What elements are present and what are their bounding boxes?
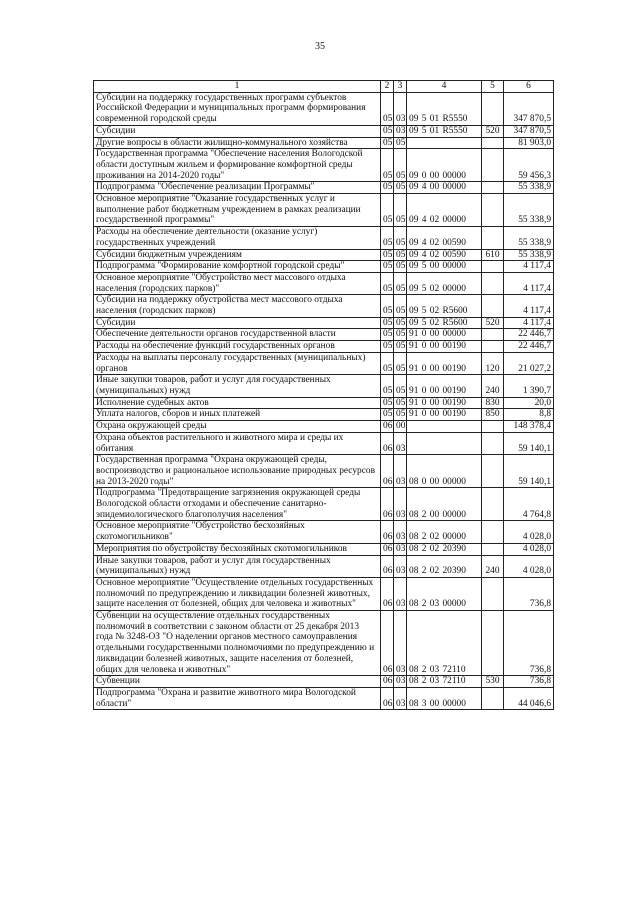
row-target-article-cell (407, 137, 482, 149)
row-amount-cell: 4 028,0 (504, 555, 554, 577)
row-expense-type-cell (482, 149, 504, 182)
row-subsection-cell: 03 (394, 577, 407, 610)
row-expense-type-cell: 610 (482, 249, 504, 261)
row-amount-cell: 347 870,5 (504, 92, 554, 125)
row-target-article-cell: 09 4 02 00000 (407, 194, 482, 227)
row-amount-cell: 4 117,4 (504, 295, 554, 317)
row-expense-type-cell (482, 455, 504, 488)
row-section-cell: 05 (381, 329, 394, 341)
row-section-cell: 06 (381, 421, 394, 433)
row-name-cell: Подпрограмма "Охрана и развитие животного мира Вологодской области" (94, 687, 381, 709)
table-row (94, 521, 554, 543)
row-target-article-cell: 09 4 02 00590 (407, 249, 482, 261)
row-target-article-cell: 08 3 00 00000 (407, 687, 482, 709)
header-col-3: 3 (394, 81, 407, 93)
row-subsection-cell: 03 (394, 92, 407, 125)
table-row (94, 421, 554, 433)
row-amount-cell: 8,8 (504, 409, 554, 421)
row-target-article-cell: 91 0 00 00190 (407, 409, 482, 421)
row-target-article-cell: 08 2 03 72110 (407, 676, 482, 688)
row-subsection-cell: 05 (394, 272, 407, 294)
row-expense-type-cell (482, 137, 504, 149)
row-subsection-cell: 05 (394, 295, 407, 317)
row-expense-type-cell (482, 92, 504, 125)
row-expense-type-cell: 520 (482, 317, 504, 329)
row-expense-type-cell: 830 (482, 397, 504, 409)
table-row (94, 676, 554, 688)
table-row (94, 317, 554, 329)
row-section-cell: 05 (381, 375, 394, 397)
row-amount-cell: 1 390,7 (504, 375, 554, 397)
row-target-article-cell (407, 432, 482, 454)
row-subsection-cell: 05 (394, 227, 407, 249)
table-row (94, 555, 554, 577)
row-name-cell: Основное мероприятие "Осуществление отдельных государственных полномочий по предупреждению и ликвидации болезней животных, защите населения от болезней, общих для человека и животных" (94, 577, 381, 610)
row-section-cell: 05 (381, 92, 394, 125)
row-subsection-cell: 03 (394, 676, 407, 688)
row-expense-type-cell (482, 611, 504, 676)
row-name-cell: Охрана окружающей среды (94, 421, 381, 433)
row-target-article-cell: 09 5 02 00000 (407, 272, 482, 294)
row-name-cell: Основное мероприятие "Оказание государственных услуг и выполнение работ бюджетным учреждением в рамках реализации государственной программы" (94, 194, 381, 227)
row-section-cell: 05 (381, 341, 394, 353)
row-name-cell: Другие вопросы в области жилищно-коммунального хозяйства (94, 137, 381, 149)
row-expense-type-cell: 850 (482, 409, 504, 421)
row-section-cell: 05 (381, 227, 394, 249)
table-row (94, 182, 554, 194)
row-amount-cell: 20,0 (504, 397, 554, 409)
table-row (94, 125, 554, 137)
row-subsection-cell: 03 (394, 687, 407, 709)
row-subsection-cell: 05 (394, 261, 407, 273)
row-amount-cell: 736,8 (504, 676, 554, 688)
table-row (94, 455, 554, 488)
row-target-article-cell: 91 0 00 00190 (407, 375, 482, 397)
row-subsection-cell: 05 (394, 375, 407, 397)
row-amount-cell: 736,8 (504, 577, 554, 610)
row-target-article-cell: 91 0 00 00190 (407, 341, 482, 353)
row-target-article-cell: 08 2 02 20390 (407, 543, 482, 555)
row-section-cell: 06 (381, 676, 394, 688)
row-section-cell: 05 (381, 272, 394, 294)
row-expense-type-cell (482, 341, 504, 353)
table-row (94, 194, 554, 227)
row-amount-cell: 4 028,0 (504, 543, 554, 555)
row-amount-cell: 59 456,3 (504, 149, 554, 182)
budget-table (93, 80, 554, 710)
row-amount-cell: 55 338,9 (504, 249, 554, 261)
row-section-cell: 05 (381, 125, 394, 137)
row-subsection-cell: 03 (394, 611, 407, 676)
row-name-cell: Иные закупки товаров, работ и услуг для государственных (муниципальных) нужд (94, 555, 381, 577)
row-amount-cell: 81 903,0 (504, 137, 554, 149)
row-target-article-cell: 08 2 00 00000 (407, 488, 482, 521)
table-row (94, 137, 554, 149)
row-amount-cell: 4 028,0 (504, 521, 554, 543)
row-expense-type-cell: 530 (482, 676, 504, 688)
row-target-article-cell: 08 2 02 20390 (407, 555, 482, 577)
row-amount-cell: 4 117,4 (504, 317, 554, 329)
row-expense-type-cell: 120 (482, 352, 504, 374)
row-name-cell: Подпрограмма "Формирование комфортной городской среды" (94, 261, 381, 273)
row-expense-type-cell (482, 227, 504, 249)
row-target-article-cell: 09 5 00 00000 (407, 261, 482, 273)
table-row (94, 329, 554, 341)
row-name-cell: Исполнение судебных актов (94, 397, 381, 409)
row-expense-type-cell (482, 329, 504, 341)
row-section-cell: 06 (381, 521, 394, 543)
row-name-cell: Обеспечение деятельности органов государственной власти (94, 329, 381, 341)
row-subsection-cell: 05 (394, 137, 407, 149)
row-name-cell: Субсидии (94, 125, 381, 137)
row-subsection-cell: 05 (394, 317, 407, 329)
row-name-cell: Субвенции на осуществление отдельных государственных полномочий в соответствии с законом области от 25 декабря 2013 года № 3248-ОЗ "О наделении органов местного самоуправления отдельными государственными полномочиями по предупреждению и ликвидации болезней животных, защите населения от болезней, общих для человека и животных" (94, 611, 381, 676)
row-amount-cell: 59 140,1 (504, 455, 554, 488)
row-expense-type-cell (482, 295, 504, 317)
table-row (94, 149, 554, 182)
row-amount-cell: 59 140,1 (504, 432, 554, 454)
row-target-article-cell: 09 4 02 00590 (407, 227, 482, 249)
row-section-cell: 05 (381, 397, 394, 409)
table-row (94, 341, 554, 353)
row-subsection-cell: 05 (394, 182, 407, 194)
row-subsection-cell: 05 (394, 397, 407, 409)
table-row (94, 227, 554, 249)
row-name-cell: Подпрограмма "Предотвращение загрязнения окружающей среды Вологодской области отходами и обеспечение санитарно-эпидемиологического благополучия населения" (94, 488, 381, 521)
row-target-article-cell: 09 5 02 R5600 (407, 295, 482, 317)
row-name-cell: Мероприятия по обустройству бесхозяйных скотомогильников (94, 543, 381, 555)
header-col-6: 6 (504, 81, 554, 93)
row-amount-cell: 55 338,9 (504, 182, 554, 194)
table-row (94, 687, 554, 709)
table-row (94, 577, 554, 610)
row-subsection-cell: 05 (394, 329, 407, 341)
row-expense-type-cell (482, 543, 504, 555)
row-section-cell: 06 (381, 577, 394, 610)
row-target-article-cell: 08 2 02 00000 (407, 521, 482, 543)
header-col-1: 1 (94, 81, 381, 93)
row-target-article-cell: 09 5 01 R5550 (407, 92, 482, 125)
row-expense-type-cell (482, 272, 504, 294)
row-name-cell: Уплата налогов, сборов и иных платежей (94, 409, 381, 421)
row-amount-cell: 347 870,5 (504, 125, 554, 137)
row-amount-cell: 44 046,6 (504, 687, 554, 709)
row-target-article-cell (407, 421, 482, 433)
row-target-article-cell: 08 0 00 00000 (407, 455, 482, 488)
table-row (94, 249, 554, 261)
row-subsection-cell: 03 (394, 455, 407, 488)
row-expense-type-cell (482, 432, 504, 454)
row-name-cell: Расходы на обеспечение деятельности (оказание услуг) государственных учреждений (94, 227, 381, 249)
row-section-cell: 05 (381, 261, 394, 273)
row-amount-cell: 4 764,8 (504, 488, 554, 521)
row-name-cell: Субсидии (94, 317, 381, 329)
row-amount-cell: 4 117,4 (504, 261, 554, 273)
row-expense-type-cell: 240 (482, 555, 504, 577)
row-name-cell: Субсидии на поддержку государственных программ субъектов Российской Федерации и муниципальных программ формирования современной городской среды (94, 92, 381, 125)
row-target-article-cell: 91 0 00 00190 (407, 352, 482, 374)
row-expense-type-cell (482, 577, 504, 610)
row-amount-cell: 55 338,9 (504, 194, 554, 227)
row-target-article-cell: 09 5 01 R5550 (407, 125, 482, 137)
row-amount-cell: 4 117,4 (504, 272, 554, 294)
row-name-cell: Субсидии на поддержку обустройства мест массового отдыха населения (городских парков) (94, 295, 381, 317)
row-section-cell: 05 (381, 182, 394, 194)
header-col-5: 5 (482, 81, 504, 93)
row-name-cell: Иные закупки товаров, работ и услуг для государственных (муниципальных) нужд (94, 375, 381, 397)
row-name-cell: Основное мероприятие "Обустройство бесхозяйных скотомогильников" (94, 521, 381, 543)
row-target-article-cell: 09 0 00 00000 (407, 149, 482, 182)
row-expense-type-cell: 240 (482, 375, 504, 397)
row-target-article-cell: 91 0 00 00190 (407, 397, 482, 409)
row-amount-cell: 736,8 (504, 611, 554, 676)
row-name-cell: Субсидии бюджетным учреждениям (94, 249, 381, 261)
row-amount-cell: 22 446,7 (504, 341, 554, 353)
row-amount-cell: 22 446,7 (504, 329, 554, 341)
row-expense-type-cell (482, 421, 504, 433)
table-body (94, 92, 554, 710)
table-row (94, 611, 554, 676)
row-section-cell: 06 (381, 543, 394, 555)
row-amount-cell: 55 338,9 (504, 227, 554, 249)
row-section-cell: 06 (381, 611, 394, 676)
row-expense-type-cell (482, 521, 504, 543)
row-subsection-cell: 05 (394, 194, 407, 227)
row-subsection-cell: 03 (394, 125, 407, 137)
row-expense-type-cell (482, 687, 504, 709)
row-name-cell: Государственная программа "Охрана окружающей среды, воспроизводство и рациональное использование природных ресурсов на 2013-2020 годы" (94, 455, 381, 488)
table-header-row (94, 81, 554, 93)
table-row (94, 352, 554, 374)
row-section-cell: 05 (381, 194, 394, 227)
row-name-cell: Расходы на выплаты персоналу государственных (муниципальных) органов (94, 352, 381, 374)
page-number: 35 (315, 41, 325, 52)
row-subsection-cell: 00 (394, 421, 407, 433)
table-row (94, 543, 554, 555)
row-target-article-cell: 91 0 00 00000 (407, 329, 482, 341)
header-col-2: 2 (381, 81, 394, 93)
row-target-article-cell: 08 2 03 00000 (407, 577, 482, 610)
row-section-cell: 05 (381, 295, 394, 317)
table-row (94, 92, 554, 125)
table-row (94, 409, 554, 421)
table-row (94, 488, 554, 521)
row-subsection-cell: 05 (394, 352, 407, 374)
row-target-article-cell: 09 4 00 00000 (407, 182, 482, 194)
row-name-cell: Субвенции (94, 676, 381, 688)
row-subsection-cell: 03 (394, 555, 407, 577)
row-amount-cell: 148 378,4 (504, 421, 554, 433)
row-section-cell: 05 (381, 409, 394, 421)
row-section-cell: 06 (381, 488, 394, 521)
row-section-cell: 06 (381, 455, 394, 488)
table-row (94, 397, 554, 409)
row-amount-cell: 21 027,2 (504, 352, 554, 374)
table-row (94, 272, 554, 294)
row-expense-type-cell: 520 (482, 125, 504, 137)
row-name-cell: Государственная программа "Обеспечение населения Вологодской области доступным жильем и формирование комфортной среды проживания на 2014-2020 годы" (94, 149, 381, 182)
row-section-cell: 05 (381, 149, 394, 182)
row-name-cell: Охрана объектов растительного и животного мира и среды их обитания (94, 432, 381, 454)
table-row (94, 432, 554, 454)
row-target-article-cell: 09 5 02 R5600 (407, 317, 482, 329)
row-subsection-cell: 03 (394, 488, 407, 521)
row-section-cell: 05 (381, 137, 394, 149)
row-name-cell: Расходы на обеспечение функций государственных органов (94, 341, 381, 353)
header-col-4: 4 (407, 81, 482, 93)
row-section-cell: 06 (381, 555, 394, 577)
row-expense-type-cell (482, 194, 504, 227)
table-row (94, 375, 554, 397)
row-subsection-cell: 03 (394, 543, 407, 555)
row-subsection-cell: 05 (394, 409, 407, 421)
row-subsection-cell: 05 (394, 249, 407, 261)
row-section-cell: 06 (381, 432, 394, 454)
row-target-article-cell: 08 2 03 72110 (407, 611, 482, 676)
row-expense-type-cell (482, 261, 504, 273)
row-subsection-cell: 05 (394, 341, 407, 353)
row-subsection-cell: 03 (394, 432, 407, 454)
row-section-cell: 06 (381, 687, 394, 709)
row-section-cell: 05 (381, 249, 394, 261)
row-subsection-cell: 05 (394, 149, 407, 182)
row-section-cell: 05 (381, 317, 394, 329)
table-row (94, 295, 554, 317)
table-row (94, 261, 554, 273)
row-name-cell: Основное мероприятие "Обустройство мест массового отдыха населения (городских парков)" (94, 272, 381, 294)
row-name-cell: Подпрограмма "Обеспечение реализации Программы" (94, 182, 381, 194)
row-subsection-cell: 03 (394, 521, 407, 543)
row-expense-type-cell (482, 488, 504, 521)
row-section-cell: 05 (381, 352, 394, 374)
row-expense-type-cell (482, 182, 504, 194)
